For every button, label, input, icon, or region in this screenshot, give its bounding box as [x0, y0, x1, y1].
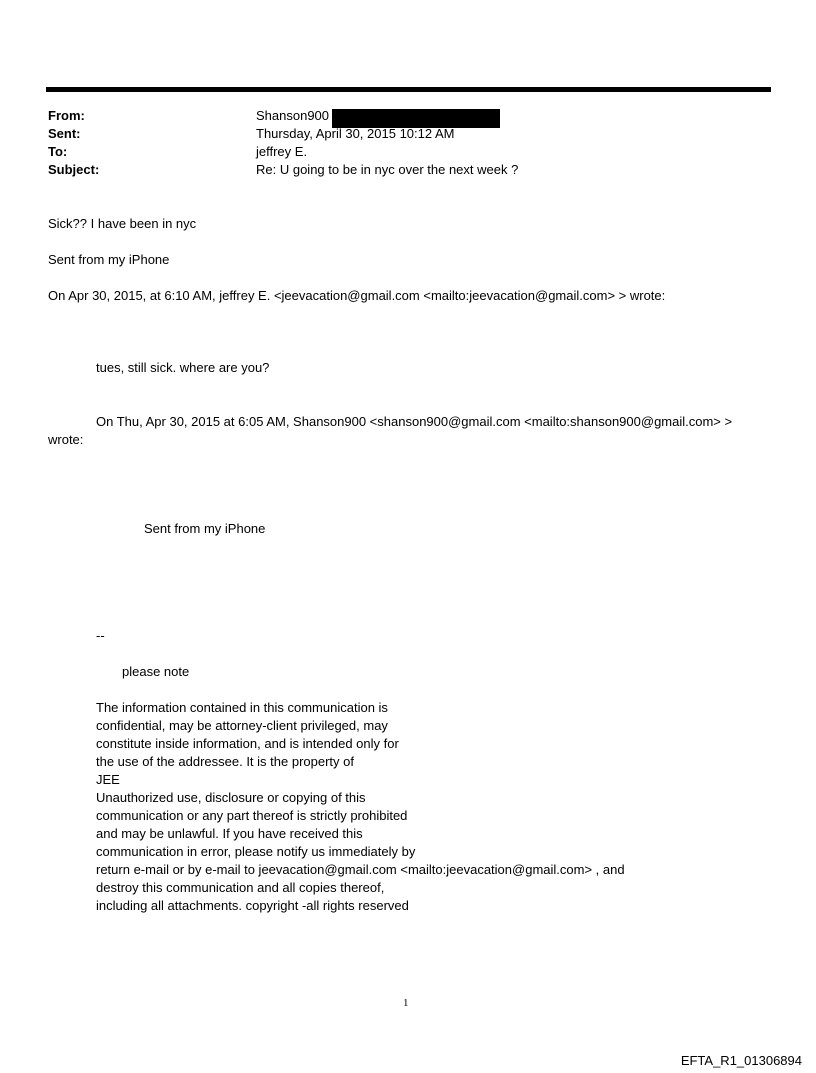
- disclaimer-line: and may be unlawful. If you have received this: [96, 826, 363, 841]
- disclaimer-line: JEE: [96, 772, 120, 787]
- disclaimer-line: communication in error, please notify us immediately by: [96, 844, 416, 859]
- signature-separator: --: [96, 628, 105, 643]
- signature-iphone-quoted: Sent from my iPhone: [144, 521, 266, 536]
- subject-value: Re: U going to be in nyc over the next week ?: [256, 162, 519, 177]
- disclaimer-line: confidential, may be attorney-client privileged, may: [96, 718, 388, 733]
- disclaimer-line: destroy this communication and all copies thereof,: [96, 880, 385, 895]
- disclaimer-line: communication or any part thereof is strictly prohibited: [96, 808, 408, 823]
- subject-label: Subject:: [48, 162, 100, 177]
- disclaimer-line: constitute inside information, and is intended only for: [96, 736, 399, 751]
- header-rule: [46, 87, 771, 92]
- disclaimer-line: the use of the addressee. It is the property of: [96, 754, 354, 769]
- from-value: Shanson900: [256, 108, 330, 123]
- from-label: From:: [48, 108, 85, 123]
- to-value: jeffrey E.: [256, 144, 308, 159]
- disclaimer-line: Unauthorized use, disclosure or copying of this: [96, 790, 366, 805]
- quote-intro-1: On Apr 30, 2015, at 6:10 AM, jeffrey E. <jeevacation@gmail.com <mailto:jeevacation@gmail.com> > wrote:: [48, 288, 666, 303]
- quote-intro-2-wrote: wrote:: [48, 432, 84, 447]
- signature-iphone: Sent from my iPhone: [48, 252, 170, 267]
- disclaimer-line: including all attachments. copyright -all rights reserved: [96, 898, 409, 913]
- bates-number: EFTA_R1_01306894: [680, 1053, 802, 1068]
- please-note: please note: [122, 664, 190, 679]
- page-number: 1: [403, 997, 409, 1009]
- quote-intro-2: On Thu, Apr 30, 2015 at 6:05 AM, Shanson900 <shanson900@gmail.com <mailto:shanson900@gmail.com> >: [96, 414, 733, 429]
- sent-label: Sent:: [48, 126, 81, 141]
- confidentiality-disclaimer: [96, 699, 625, 915]
- quote-text-1: tues, still sick. where are you?: [96, 360, 270, 375]
- to-label: To:: [48, 144, 68, 159]
- disclaimer-line: return e-mail or by e-mail to jeevacation@gmail.com <mailto:jeevacation@gmail.com> , and: [96, 862, 625, 877]
- body-reply-line: Sick?? I have been in nyc: [48, 216, 197, 231]
- disclaimer-line: The information contained in this communication is: [96, 700, 388, 715]
- sent-value: Thursday, April 30, 2015 10:12 AM: [256, 126, 455, 141]
